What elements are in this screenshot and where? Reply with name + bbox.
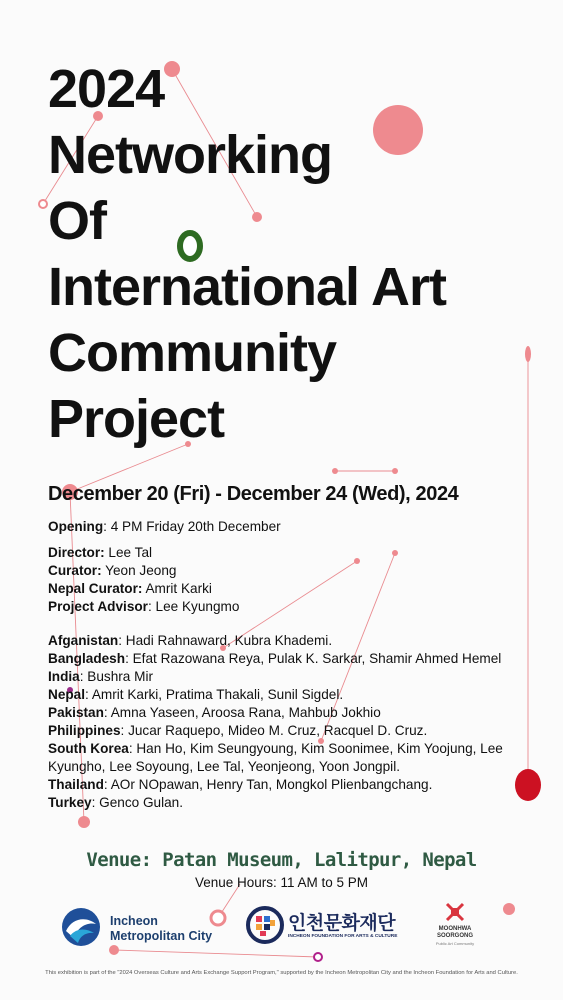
artist-list [48,632,518,812]
country-name: Pakistan [48,705,104,720]
artist-names: : Jucar Raquepo, Mideo M. Cruz, Racquel D. Cruz. [120,723,428,738]
staff-person: Lee Tal [104,545,153,560]
country-row [48,632,518,650]
ifac-mosaic-icon [246,906,284,944]
country-row [48,650,518,668]
country-row [48,686,518,704]
artist-names: : Efat Razowana Reya, Pulak K. Sarkar, Shamir Ahmed Hemel [125,651,502,666]
moonhwa-logo-line: SOORGONG [436,933,473,939]
title-line: Of [48,191,106,251]
country-row [48,740,518,776]
venue-hours: Venue Hours: 11 AM to 5 PM [194,875,369,890]
moonhwa-logo-subtitle: Public Art Community [435,941,475,946]
incheon-logo-line: Metropolitan City [110,929,213,943]
country-name: South Korea [48,741,129,756]
title-line: Project [48,389,225,449]
opening-info [48,518,518,536]
staff-row [48,562,518,580]
staff-person: : Lee Kyungmo [147,599,240,614]
network-node [503,903,515,915]
ifac-logo-english: INCHEON FOUNDATION FOR ARTS & CULTURE [288,934,398,939]
network-node [392,468,398,474]
incheon-logo-line: Incheon [110,914,158,928]
title-line: International Art [48,257,447,317]
staff-row [48,580,518,598]
country-name: Thailand [48,777,104,792]
staff-list [48,544,518,616]
artist-names: : AOr NOpawan, Henry Tan, Mongkol Plienbangchang. [103,777,433,792]
country-row [48,704,518,722]
network-node-ring [314,953,322,961]
title-line: Networking [48,125,333,185]
moonhwa-logo-line: MOONHWA [438,926,472,932]
staff-person: Yeon Jeong [101,563,177,578]
country-row [48,776,518,794]
moonhwa-soorgong-logo [430,900,480,950]
red-node [515,769,541,801]
country-row [48,794,518,812]
artist-names: : Han Ho, Kim Seungyoung, Kim Soonimee, Kim Yoojung, Lee Kyungho, Lee Soyoung, Lee Tal, Yeonjeong, Yoon Jongpil. [48,741,503,774]
country-name: Afganistan [48,633,119,648]
incheon-wave-icon [60,906,102,948]
title-line: Community [48,323,336,383]
opening-label: Opening [48,519,104,534]
opening-value: : 4 PM Friday 20th December [103,519,281,534]
staff-role: Director: [48,545,105,560]
country-row [48,722,518,740]
staff-row [48,544,518,562]
network-node [525,346,531,362]
country-row [48,668,518,686]
staff-role: Nepal Curator: [48,581,143,596]
country-name: Turkey [48,795,92,810]
staff-person: Amrit Karki [142,581,212,596]
title-line: 2024 [48,59,165,119]
artist-names: : Amrit Karki, Pratima Thakali, Sunil Sigdel. [85,687,344,702]
network-node-ring [39,200,47,208]
staff-role: Project Advisor [48,599,148,614]
incheon-city-logo [60,906,220,950]
network-node [78,816,90,828]
artist-names: : Bushra Mir [79,669,154,684]
staff-role: Curator: [48,563,102,578]
ifac-logo-korean: 인천문화재단 [288,913,396,934]
artist-names: : Hadi Rahnaward, Kubra Khademi. [118,633,333,648]
event-dates: December 20 (Fri) - December 24 (Wed), 2024 [48,483,459,505]
support-footnote: This exhibition is part of the "2024 Overseas Culture and Arts Exchange Support Program," supported by the Incheon Metropolitan City and the Incheon Foundation for Arts and Culture. [45,970,518,976]
venue-name: Venue: Patan Museum, Lalitpur, Nepal [86,849,477,871]
artist-names: : Genco Gulan. [91,795,184,810]
network-node [332,468,338,474]
event-title [48,56,446,452]
artist-names: : Amna Yaseen, Aroosa Rana, Mahbub Jokhio [103,705,381,720]
country-name: Bangladesh [48,651,126,666]
moonhwa-emblem-icon [444,900,466,924]
country-name: India [48,669,80,684]
staff-row [48,598,518,616]
country-name: Nepal [48,687,86,702]
ifac-logo [246,904,396,948]
country-name: Philippines [48,723,121,738]
